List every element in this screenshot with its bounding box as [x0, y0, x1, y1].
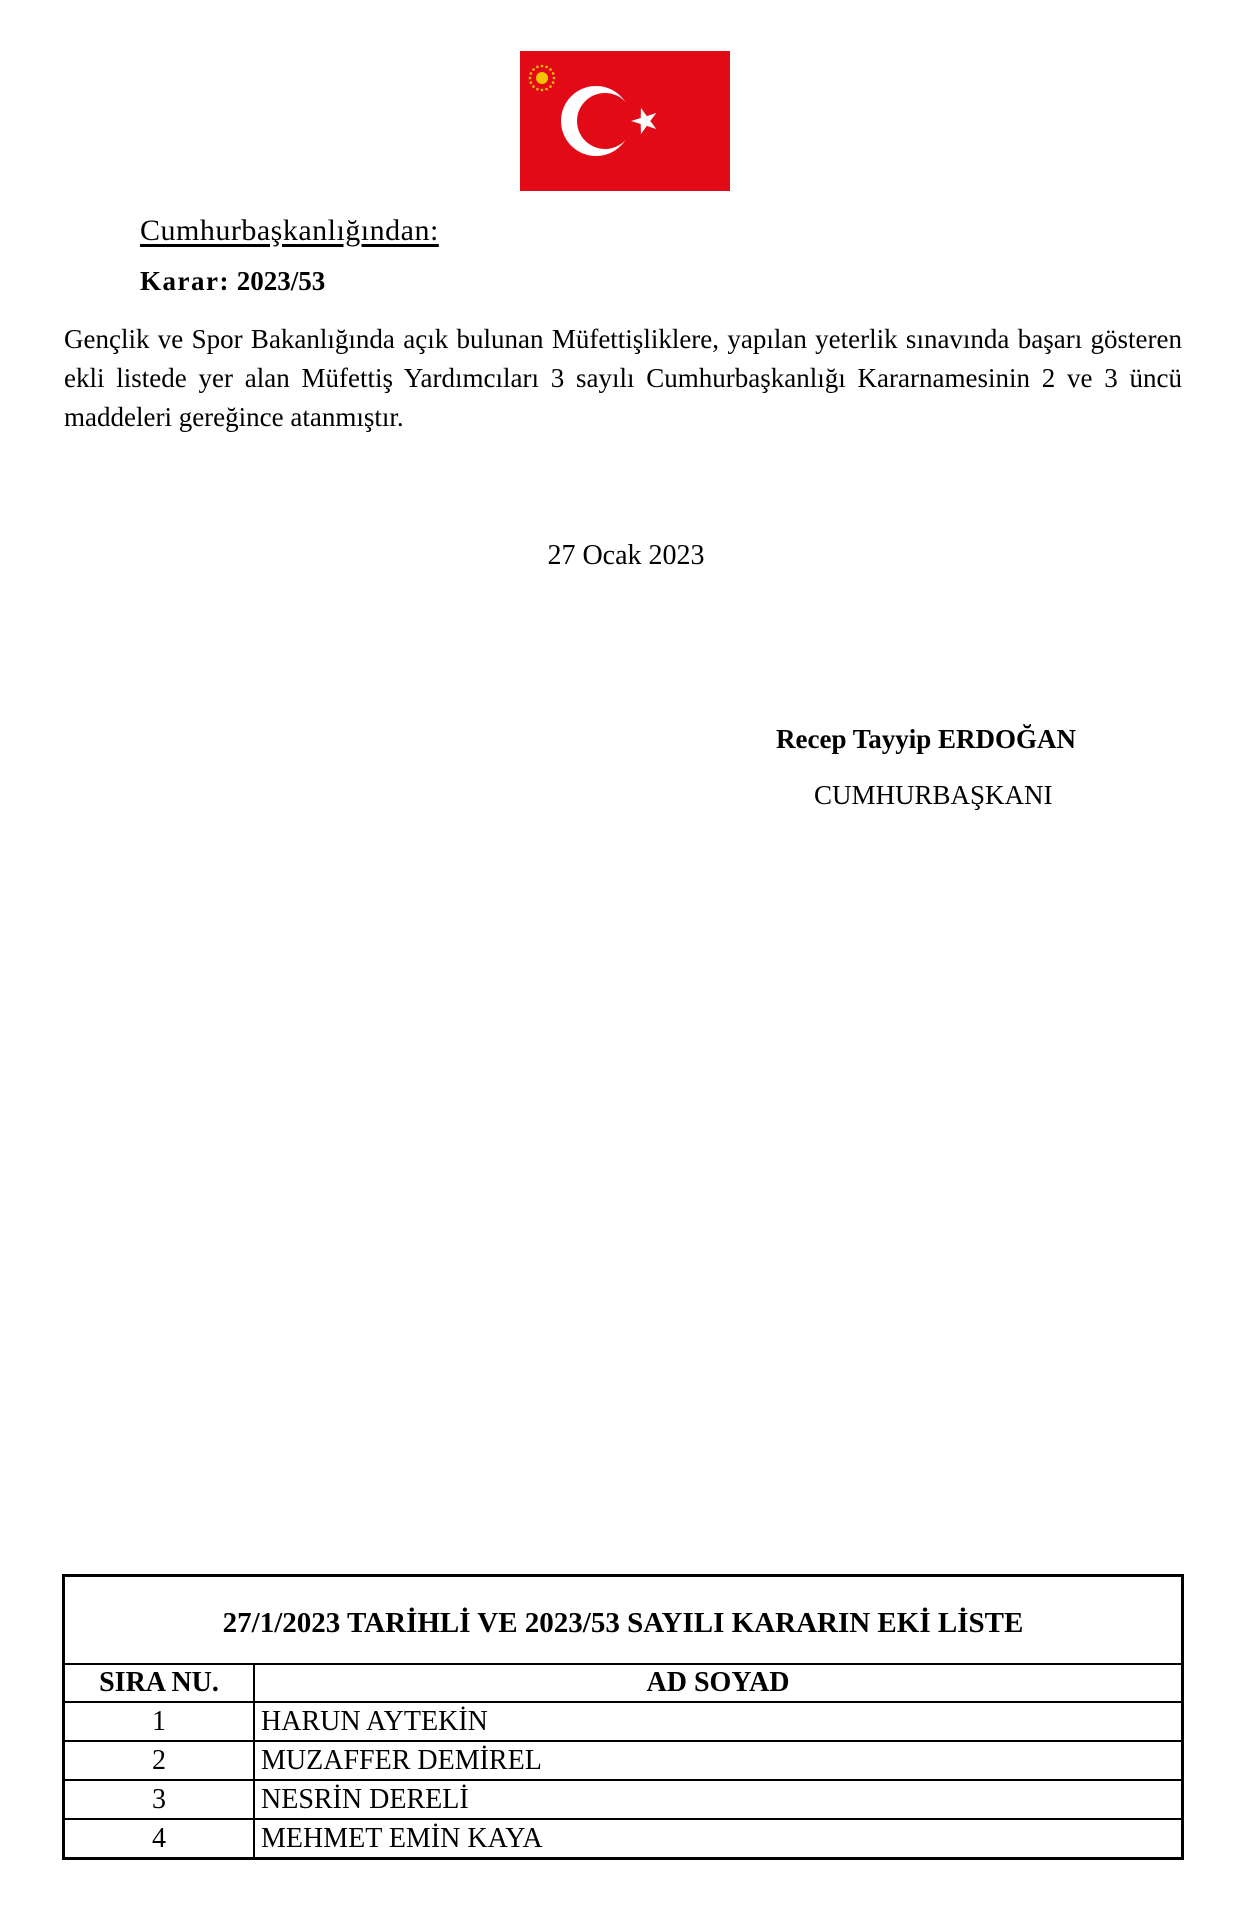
column-header-no: SIRA NU. [64, 1664, 255, 1702]
row-number: 3 [64, 1780, 255, 1819]
row-number: 4 [64, 1819, 255, 1859]
issuing-authority: Cumhurbaşkanlığından: [140, 214, 439, 247]
row-name: NESRİN DERELİ [254, 1780, 1183, 1819]
decision-text: Gençlik ve Spor Bakanlığında açık bulunan Müfettişliklere, yapılan yeterlik sınavında başarı gösteren ekli listede yer alan Müfettiş Yardımcıları 3 sayılı Cumhurbaşkanlığı Kararnamesinin 2 ve 3 üncü maddeleri gereğince atanmıştır. [64, 324, 1182, 432]
decision-line [140, 266, 325, 297]
signer-title: CUMHURBAŞKANI [814, 780, 1053, 810]
appointment-list-table [62, 1574, 1184, 1860]
row-name: HARUN AYTEKİN [254, 1702, 1183, 1741]
row-name: MUZAFFER DEMİREL [254, 1741, 1183, 1780]
column-header-name: AD SOYAD [254, 1664, 1183, 1702]
table-title-row [64, 1576, 1183, 1665]
row-number: 1 [64, 1702, 255, 1741]
decision-number: 2023/53 [236, 266, 326, 296]
turkish-flag-icon [520, 51, 730, 191]
row-name: MEHMET EMİN KAYA [254, 1819, 1183, 1859]
signer-name: Recep Tayyip ERDOĞAN [776, 724, 1077, 754]
decision-label: Karar: [140, 266, 230, 296]
table-row [64, 1741, 1183, 1780]
table-row [64, 1780, 1183, 1819]
table-row [64, 1702, 1183, 1741]
table-header-row [64, 1664, 1183, 1702]
decision-date: 27 Ocak 2023 [547, 540, 705, 571]
row-number: 2 [64, 1741, 255, 1780]
table-row [64, 1819, 1183, 1859]
table-title: 27/1/2023 TARİHLİ VE 2023/53 SAYILI KARARIN EKİ LİSTE [64, 1576, 1183, 1665]
